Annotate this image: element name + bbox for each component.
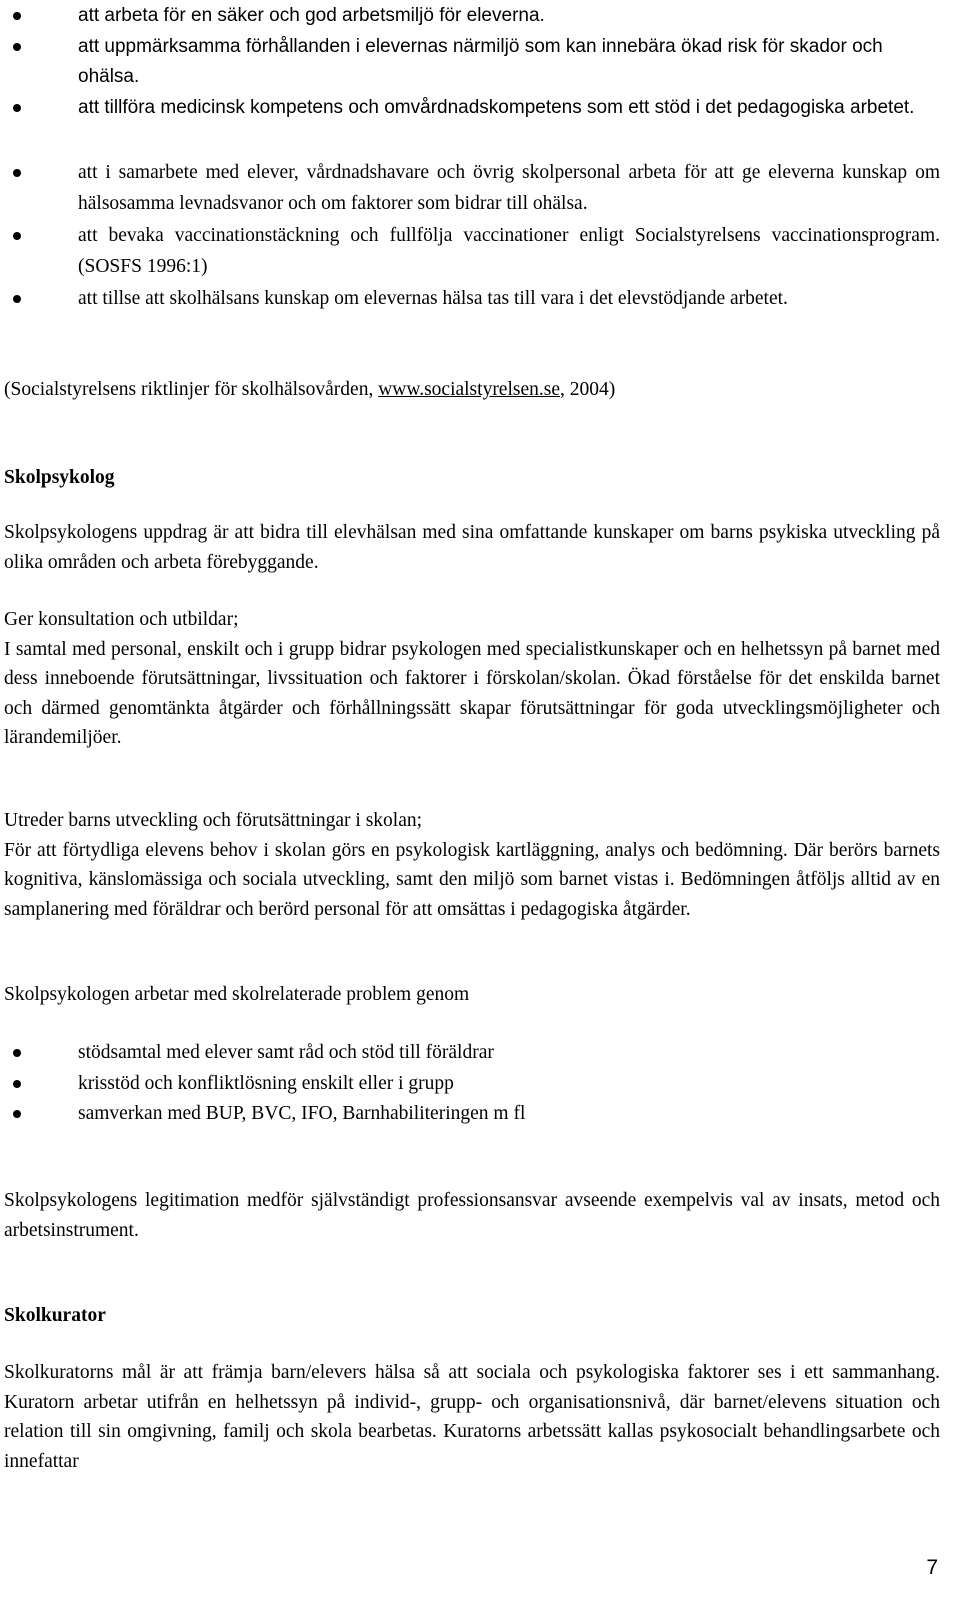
section-heading-skolpsykolog: Skolpsykolog	[4, 467, 115, 488]
psykolog-intro: Skolpsykologens uppdrag är att bidra till elevhälsan med sina omfattande kunskaper om barns psykiska utveckling på olika områden och arbeta förebyggande.	[4, 522, 940, 573]
citation	[4, 375, 940, 405]
legitimation-paragraph: Skolpsykologens legitimation medför självständigt professionsansvar avseende exempelvis val av insats, metod och arbetsinstrument.	[4, 1190, 940, 1241]
section-heading-skolkurator: Skolkurator	[4, 1305, 106, 1326]
list-item: stödsamtal med elever samt råd och stöd till föräldrar	[4, 1038, 940, 1069]
bullet-list-serif	[4, 158, 940, 315]
utreder-paragraph	[4, 806, 940, 924]
problem-list	[4, 1038, 940, 1130]
konsultation-paragraph	[4, 605, 940, 753]
utreder-title: Utreder barns utveckling och förutsättningar i skolan;	[4, 810, 423, 831]
kurator-paragraph: Skolkuratorns mål är att främja barn/elevers hälsa så att sociala och psykologiska faktorer ses i ett sammanhang. Kuratorn arbetar utifrån en helhetssyn på individ-, grupp- och organisationsnivå, där barnet/elevens situation och relation till sin omgivning, familj och skola bearbetas. Kuratorns arbetssätt kallas psykosocialt behandlingsarbete och innefattar	[4, 1362, 940, 1472]
list-item: att arbeta för en säker och god arbetsmiljö för eleverna.	[4, 1, 940, 32]
list-item: att bevaka vaccinationstäckning och fullfölja vaccinationer enligt Socialstyrelsens vaccinationsprogram. (SOSFS 1996:1)	[4, 221, 940, 282]
list-item: samverkan med BUP, BVC, IFO, Barnhabiliteringen m fl	[4, 1099, 940, 1130]
list-item: att i samarbete med elever, vårdnadshavare och övrig skolpersonal arbeta för att ge eleverna kunskap om hälsosamma levnadsvanor och om faktorer som bidrar till ohälsa.	[4, 158, 940, 219]
list-item: att uppmärksamma förhållanden i elevernas närmiljö som kan innebära ökad risk för skador och ohälsa.	[4, 32, 940, 93]
list-item: krisstöd och konfliktlösning enskilt eller i grupp	[4, 1069, 940, 1100]
list-item: att tillse att skolhälsans kunskap om elevernas hälsa tas till vara i det elevstödjande arbetet.	[4, 284, 940, 315]
socialstyrelsen-link[interactable]: www.socialstyrelsen.se	[378, 379, 560, 400]
page-number: 7	[926, 1556, 938, 1579]
utreder-body: För att förtydliga elevens behov i skolan görs en psykologisk kartläggning, analys och bedömning. Där berörs barnets kognitiva, känslomässiga och sociala utveckling, samt den miljö som barnet vistas i. Bedömningen åtföljs alltid av en samplanering med föräldrar och berörd personal för att omsättas i pedagogiska åtgärder.	[4, 839, 940, 920]
konsultation-title: Ger konsultation och utbildar;	[4, 609, 239, 630]
citation-year: , 2004)	[560, 379, 616, 400]
konsultation-body: I samtal med personal, enskilt och i grupp bidrar psykologen med specialistkunskaper och en helhetssyn på barnet med dess inneboende förutsättningar, livssituation och faktorer i förskolan/skolan. Ökad förståelse för det enskilda barnet och därmed genomtänkta åtgärder och förhållningssätt skapar förutsättningar för goda utvecklingsmöjligheter och lärandemiljöer.	[4, 638, 940, 748]
bullet-list-top	[4, 1, 940, 123]
list-item: att tillföra medicinsk kompetens och omvårdnadskompetens som ett stöd i det pedagogiska arbetet.	[4, 93, 940, 124]
problem-intro: Skolpsykologen arbetar med skolrelaterade problem genom	[4, 984, 470, 1005]
citation-text: (Socialstyrelsens riktlinjer för skolhälsovården,	[4, 379, 379, 400]
